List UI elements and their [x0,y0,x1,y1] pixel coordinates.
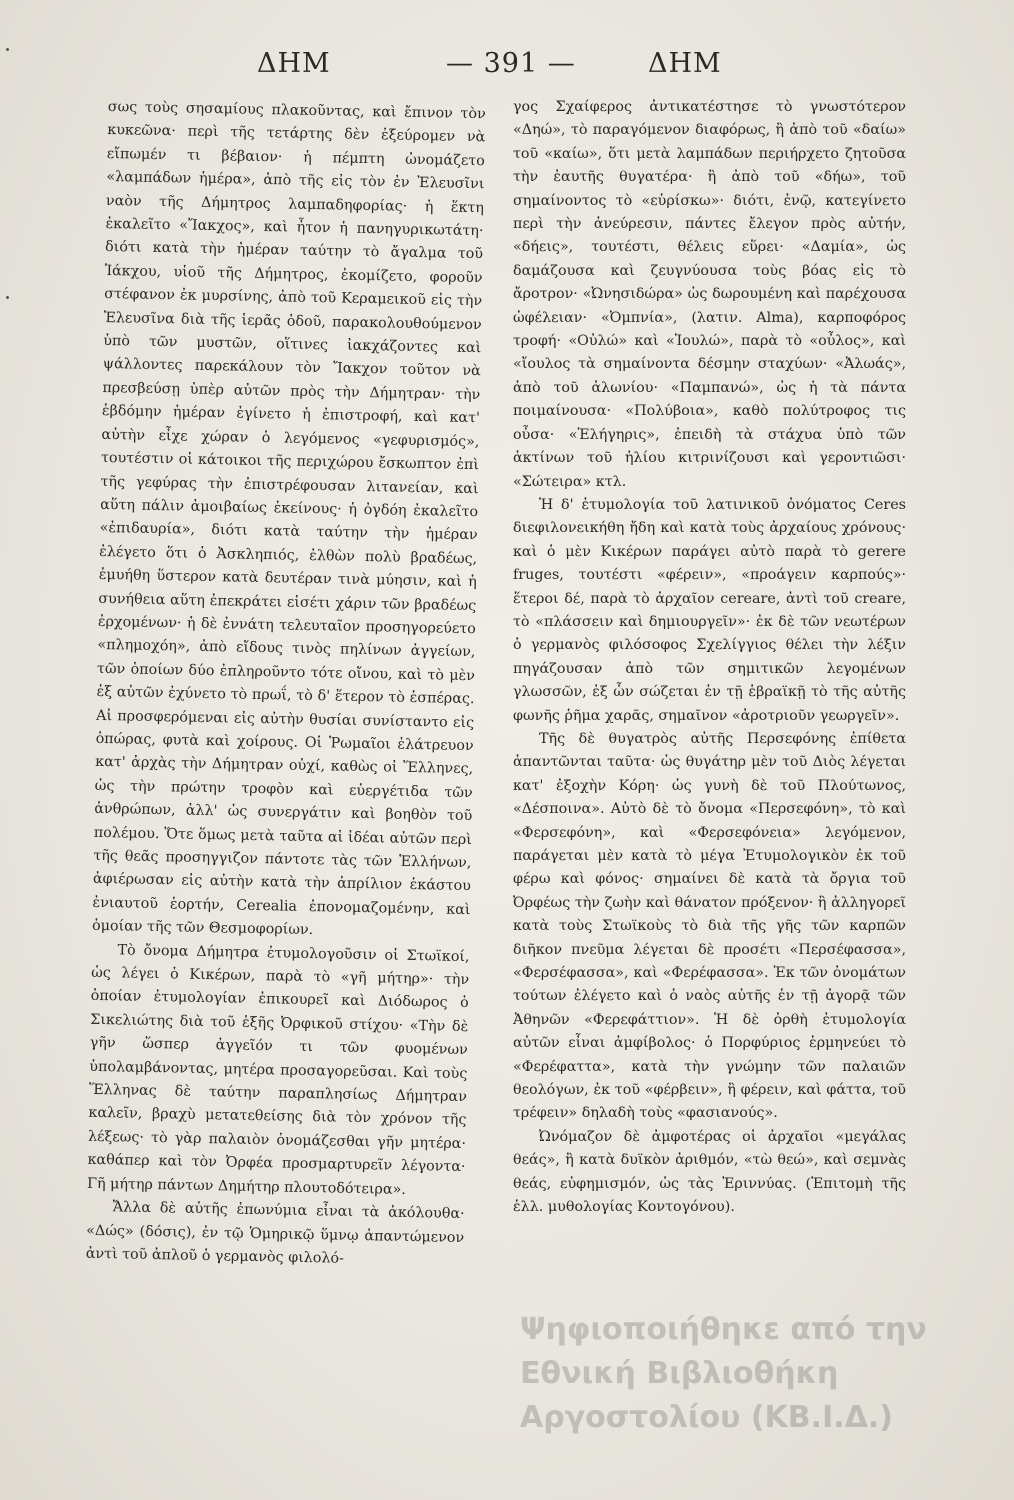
running-head [0,48,1014,88]
paragraph: Ἄλλα δὲ αὐτῆς ἐπωνύμια εἶναι τὰ ἀκόλουθα· «Δώς» (δόσις), ἐν τῷ Ὁμηρικῷ ὕμνῳ ἀπαντώμενον ἀντὶ τοῦ ἀπλοῦ ὁ γερμανὸς φιλολό- [85,1199,465,1267]
page-edge-mark [6,296,9,299]
page-number: — 391 — [446,48,576,79]
paragraph: γος Σχαίφερος ἀντικατέστησε τὸ γνωστότερον «Δηώ», τὸ παραγόμενον διαφόρως, ἢ ἀπὸ τοῦ «δαίω» τοῦ «καίω», ὅτι μετὰ λαμπάδων περιήρχετο ζητοῦσα τὴν ἑαυτῆς θυγατέρα· ἢ ἀπὸ τοῦ «δήω», τοῦ σημαίνοντος τὸ «εὑρίσκω»· διότι, ἐνῷ, κατεγίνετο περὶ τὴν ἀνεύρεσιν, πάντες ἔλεγον πρὸς αὐτήν, «δήεις», τουτέστι, θέλεις εὕρει· «Δαμία», ὡς δαμάζουσα καὶ ζευγνύουσα τοὺς βόας εἰς τὸ ἄροτρον· «Ὠνησιδώρα» ὡς δωρουμένη καὶ παρέχουσα ὠφέλειαν· «Ὀμπνία», (λατιν. Alma), καρποφόρος τροφή· «Οὐλώ» καὶ «Ἰουλώ», παρὰ τὸ «οὖλος», καὶ «ἴουλος τὰ σημαίνοντα δέσμην σταχύων· «Ἀλωάς», ἀπὸ τοῦ ἀλωνίου· «Παμπανώ», ὡς ἡ τὰ πάντα ποιμαίνουσα· «Πολύβοια», καθὸ πολύτροφος τις οὖσα· «Ἐλήγηρις», ἐπειδὴ τὰ στάχυα ὑπὸ τῶν ἀκτίνων τοῦ ἡλίου κιτρινίζουσι καὶ γεροντιῶσι· «Σώτειρα» κτλ. [513,99,906,490]
paragraph: Τῆς δὲ θυγατρὸς αὐτῆς Περσεφόνης ἐπίθετα ἀπαντῶνται ταῦτα· ὡς θυγάτηρ μὲν τοῦ Διὸς λέγεται κατ' ἐξοχὴν Κόρη· ὡς γυνὴ δὲ τοῦ Πλούτωνος, «Δέσποινα». Αὐτὸ δὲ τὸ ὄνομα «Περσεφόνη», τὸ καὶ «Φερσεφόνη», καὶ «Φερσεφόνεια» λεγόμενον, παράγεται μὲν κατὰ τὸ μέγα Ἐτυμολογικὸν ἐκ τοῦ φέρω καὶ φόνος· σημαίνει δὲ κατὰ τὰ ὄργια τοῦ Ὀρφέως τὴν ζωὴν καὶ θάνατον πρόξενον· ἢ ἀλληγορεῖ κατὰ τοὺς Στωϊκοὺς τὸ διὰ τῆς γῆς τῶν καρπῶν διῆκον πνεῦμα λέγεται δὲ προσέτι «Περσέφασσα», «Φερσέφασσα», καὶ «Φερέφασσα». Ἐκ τῶν ὀνομάτων τούτων ἐλέγετο καὶ ὁ ναὸς αὐτῆς ἐν τῇ ἀγορᾷ τῶν Ἀθηνῶν «Φερεφάττιον». Ἡ δὲ ὀρθὴ ἐτυμολογία αὐτῶν εἶναι ἀμφίβολος· ὁ Πορφύριος ἑρμηνεύει τὸ «Φερέφαττα», κατὰ τὴν γνώμην τῶν παλαιῶν θεολόγων, ἐκ τοῦ «φέρβειν», ἢ φέρειν, καὶ φάττα, τοῦ τρέφειν» δηλαδὴ τοὺς «φασιανούς». [513,730,906,1122]
running-head-left: ΔΗΜ [257,48,331,79]
left-text-column [82,96,486,1443]
watermark-line: Ψηφιοποιήθηκε από την Εθνική Βιβλιοθήκη [520,1312,927,1391]
library-watermark [520,1308,970,1440]
paragraph: Ἡ δ' ἐτυμολογία τοῦ λατινικοῦ ὀνόματος Ceres διεφιλονεικήθη ἤδη καὶ κατὰ τοὺς ἀρχαίους χρόνους· καὶ ὁ μὲν Κικέρων παράγει αὐτὸ παρὰ τὸ gerere fruges, τουτέστι «φέρειν», «προάγειν καρπούς»· ἕτεροι δέ, παρὰ τὸ ἀρχαῖον cereare, ἀντὶ τοῦ creare, τὸ «πλάσσειν καὶ δημιουργεῖν»· ἐκ δὲ τῶν νεωτέρων ὁ γερμανὸς φιλόσοφος Σχελίγγιος θέλει τὴν λέξιν πηγάζουσαν ἀπὸ τῶν σημιτικῶν λεγομένων γλωσσῶν, ἐξ ὧν σώζεται ἐν τῇ ἑβραϊκῇ τὸ τῆς αὐτῆς φωνῆς ῥῆμα χαρᾶς, σημαῖνον «ἀροτριοῦν γεωργεῖν». [513,496,906,724]
paragraph: Ὠνόμαζον δὲ ἀμφοτέρας οἱ ἀρχαῖοι «μεγάλας θεάς», ἢ κατὰ δυϊκὸν ἀριθμόν, «τὼ θεώ», καὶ σεμνὰς θεάς, εὐφημισμόν, ὡς τὰς Ἐριννύας. (Ἐπιτομὴ τῆς ἑλλ. μυθολογίας Κοντογόνου). [513,1128,906,1216]
paragraph: Τὸ ὄνομα Δήμητρα ἐτυμολογοῦσιν οἱ Στωϊκοί, ὡς λέγει ὁ Κικέρων, παρὰ τὸ «γῆ μήτηρ»· τὴν ὁποίαν ἐτυμολογίαν ἐπικουρεῖ καὶ Διόδωρος ὁ Σικελιώτης διὰ τοῦ ἑξῆς Ὀρφικοῦ στίχου· «Τὴν δὲ γῆν ὥσπερ ἀγγεῖόν τι τῶν φυομένων ὑπολαμβάνοντας, μητέρα προσαγορεῦσαι. Καὶ τοὺς Ἕλληνας δὲ ταύτην παραπλησίως Δήμητραν καλεῖν, βραχὺ μετατεθείσης διὰ τὸν χρόνον τῆς λέξεως· τὸ γὰρ παλαιὸν ὀνομάζεσθαι γῆν μητέρα· καθάπερ καὶ τὸν Ὀρφέα προσμαρτυρεῖν λέγοντα· Γῆ μήτηρ πάντων Δημήτηρ πλουτοδότειρα». [86,941,470,1198]
paragraph: σως τοὺς σησαμίους πλακοῦντας, καὶ ἔπινον τὸν κυκεῶνα· περὶ τῆς τετάρτης δὲν ἐξεύρομεν νὰ εἴπωμέν τι βέβαιον· ἡ πέμπτη ὠνομάζετο «λαμπάδων ἡμέρα», ἀπὸ τῆς εἰς τὸν ἐν Ἐλευσῖνι ναὸν τῆς Δήμητρος λαμπαδηφορίας· ἡ ἕκτη ἐκαλεῖτο «Ἴακχος», καὶ ἦτον ἡ πανηγυρικωτάτη· διότι κατὰ τὴν ἡμέραν ταύτην τὸ ἄγαλμα τοῦ Ἰάκχου, υἱοῦ τῆς Δήμητρος, ἐκομίζετο, φοροῦν στέφανον ἐκ μυρσίνης, ἀπὸ τοῦ Κεραμεικοῦ εἰς τὴν Ἐλευσῖνα διὰ τῆς ἱερᾶς ὁδοῦ, παρακολουθούμενον ὑπὸ τῶν μυστῶν, οἵτινες ἰακχάζοντες καὶ ψάλλοντες παρεκάλουν τὸν Ἴακχον τοῦτον νὰ πρεσβεύσῃ ὑπὲρ αὐτῶν πρὸς τὴν Δήμητραν· τὴν ἑβδόμην ἡμέραν ἐγίνετο ἡ ἐπιστροφή, καὶ κατ' αὐτὴν εἶχε χώραν ὁ λεγόμενος «γεφυρισμός», τουτέστιν οἱ κάτοικοι τῆς περιχώρου ἔσκωπτον ἐπὶ τῆς γεφύρας τὴν ἐπιστρέφουσαν λιτανείαν, καὶ αὕτη πάλιν ἀμοιβαίως ἐκείνους· ἡ ὀγδόη ἐκαλεῖτο «ἐπιδαυρία», διότι κατὰ ταύτην τὴν ἡμέραν ἐλέγετο ὅτι ὁ Ἀσκληπιός, ἐλθὼν πολὺ βραδέως, ἐμυήθη ὕστερον κατὰ δευτέραν τινὰ μύησιν, καὶ ἡ συνήθεια αὕτη ἐπεκράτει εἰσέτι χάριν τῶν βραδέως ἐρχομένων· ἡ δὲ ἐννάτη τελευταῖον προσηγορεύετο «πλημοχόη», ἀπὸ εἴδους τινὸς πηλίνων ἀγγείων, τῶν ὁποίων δύο ἐπληροῦντο τότε οἴνου, καὶ τὸ μὲν ἐξ αὐτῶν ἐχύνετο τὸ πρωΐ, τὸ δ' ἕτερον τὸ ἑσπέρας. Αἱ προσφερόμεναι εἰς αὐτὴν θυσίαι συνίσταντο εἰς ὀπώρας, φυτὰ καὶ χοίρους. Οἱ Ῥωμαῖοι ἐλάτρευον κατ' ἀρχὰς τὴν Δήμητραν οὐχί, καθὼς οἱ Ἕλληνες, ὡς τὴν πρώτην τροφὸν καὶ εὐεργέτιδα τῶν ἀνθρώπων, ἀλλ' ὡς συνεργάτιν καὶ βοηθὸν τοῦ πολέμου. Ὅτε ὅμως μετὰ ταῦτα αἱ ἰδέαι αὐτῶν περὶ τῆς θεᾶς προσηγγιζον πάντοτε τὰς τῶν Ἑλλήνων, ἀφιέρωσαν εἰς αὐτὴν κατὰ τὴν ἀπρίλιον ἑκάστου ἐνιαυτοῦ ἑορτήν, Cerealia ἐπονομαζομένην, καὶ ὁμοίαν τῆς τῶν Θεσμοφορίων. [91,98,486,939]
watermark-line: Αργοστολίου (ΚΒ.Ι.Δ.) [520,1400,893,1435]
right-text-column [513,96,906,1436]
running-head-right: ΔΗΜ [648,48,722,79]
